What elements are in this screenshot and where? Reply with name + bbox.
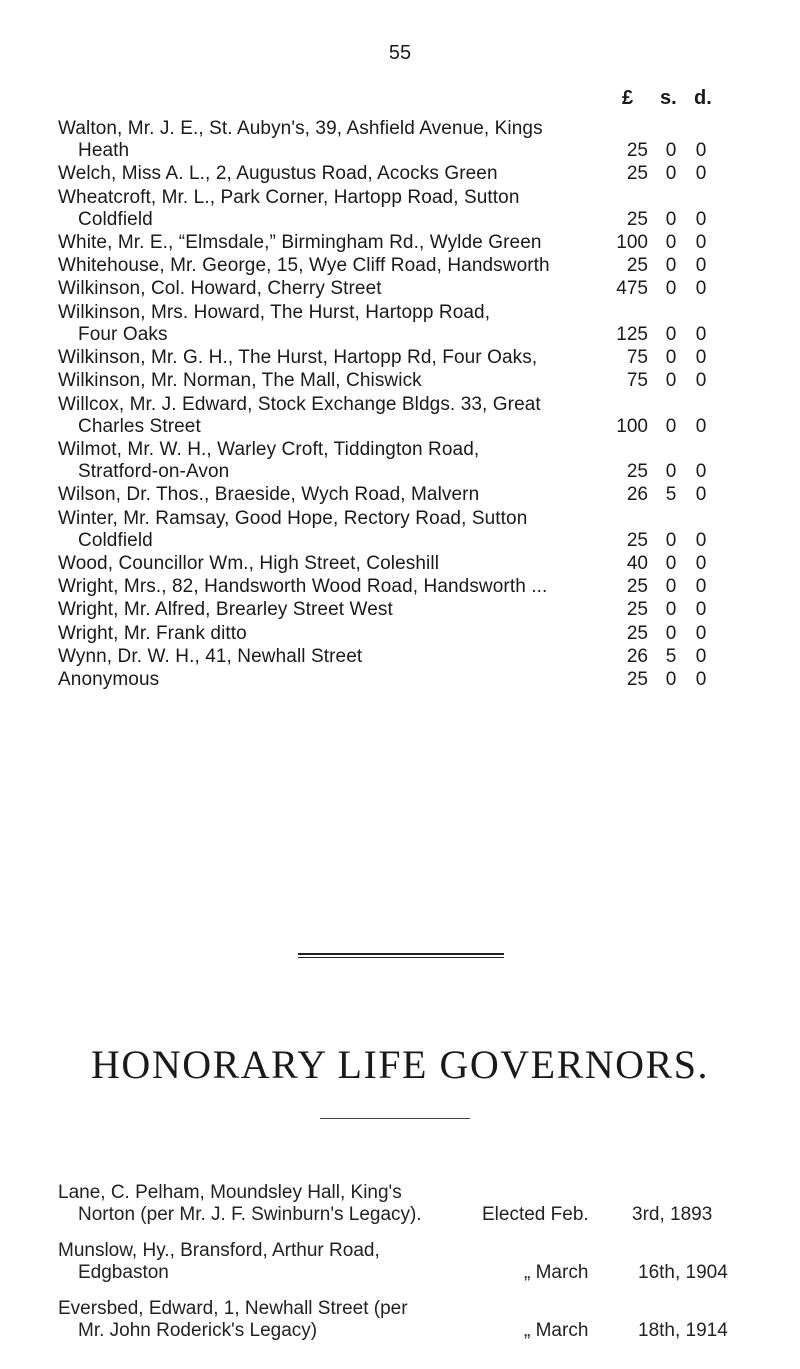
subscriber-name-line: Heath [78, 140, 130, 161]
amount-pence: 0 [695, 646, 707, 668]
amount-pence: 0 [695, 622, 707, 644]
amount-pounds: 25 [626, 460, 648, 482]
amount-pounds: 25 [626, 163, 648, 185]
section-divider [298, 953, 504, 958]
subscriber-name-line: Coldfield [78, 208, 153, 230]
subscriber-name-line: Wood, Councillor Wm., High Street, Coleshill [58, 552, 440, 574]
governor-name-line: Munslow, Hy., Bransford, Arthur Road, [58, 1240, 380, 1261]
shillings-header: s. [660, 87, 677, 109]
amount-pounds: 100 [616, 231, 648, 253]
amount-pounds: 125 [616, 323, 648, 345]
amount-pence: 0 [695, 231, 707, 253]
governor-entry [58, 1182, 758, 1226]
amount-shillings: 0 [665, 415, 677, 437]
subscriber-row [58, 187, 748, 231]
governor-entry [58, 1298, 758, 1342]
subscriber-name-line: Wynn, Dr. W. H., 41, Newhall Street [58, 646, 363, 668]
governor-name-line: Mr. John Roderick's Legacy) [78, 1320, 318, 1341]
amount-shillings: 0 [665, 669, 677, 691]
governor-entry [58, 1240, 758, 1284]
governor-list [58, 1182, 758, 1356]
title-underline [320, 1118, 470, 1119]
amount-pence: 0 [695, 163, 707, 185]
subscriber-row [58, 484, 748, 506]
governor-name-line: Edgbaston [78, 1262, 169, 1283]
amount-shillings: 0 [665, 163, 677, 185]
subscriber-name-line: Wilmot, Mr. W. H., Warley Croft, Tiddington Road, [58, 438, 480, 460]
subscriber-name-line: Wilkinson, Mrs. Howard, The Hurst, Hartopp Road, [58, 301, 491, 323]
amount-pence: 0 [695, 484, 707, 506]
subscriber-name-line: Stratford-on-Avon [78, 460, 230, 482]
subscriber-row [58, 118, 748, 162]
amount-shillings: 0 [665, 460, 677, 482]
amount-pence: 0 [695, 208, 707, 230]
pounds-header: £ [622, 87, 634, 109]
amount-pounds: 25 [626, 576, 648, 598]
amount-shillings: 0 [665, 231, 677, 253]
subscriber-row [58, 302, 748, 346]
elected-date: 3rd, 1893 [632, 1204, 713, 1225]
amount-pounds: 75 [626, 347, 648, 369]
subscriber-name-line: Wright, Mrs., 82, Handsworth Wood Road, Handsworth ... [58, 576, 548, 598]
amount-pounds: 475 [616, 278, 648, 300]
page-number: 55 [388, 42, 412, 64]
amount-pounds: 25 [626, 140, 648, 161]
subscriber-name-line: Walton, Mr. J. E., St. Aubyn's, 39, Ashfield Avenue, Kings [58, 118, 543, 139]
amount-shillings: 0 [665, 576, 677, 598]
subscriber-name-line: Welch, Miss A. L., 2, Augustus Road, Acocks Green [58, 163, 498, 185]
amount-shillings: 0 [665, 347, 677, 369]
amount-shillings: 0 [665, 255, 677, 277]
subscriber-name-line: Coldfield [78, 529, 153, 551]
amount-pounds: 25 [626, 529, 648, 551]
elected-label: Elected Feb. [482, 1204, 589, 1225]
subscriber-row [58, 163, 748, 185]
amount-shillings: 0 [665, 370, 677, 392]
subscriber-name-line: Wheatcroft, Mr. L., Park Corner, Hartopp Road, Sutton [58, 186, 520, 208]
subscriber-row [58, 278, 748, 300]
subscriber-row [58, 232, 748, 254]
amount-pence: 0 [695, 278, 707, 300]
subscriber-row [58, 370, 748, 392]
amount-pounds: 26 [626, 484, 648, 506]
subscriber-name-line: Charles Street [78, 415, 201, 437]
section-title: HONORARY LIFE GOVERNORS. [91, 1042, 709, 1087]
pence-header: d. [694, 87, 712, 109]
subscriber-name-line: Wright, Mr. Alfred, Brearley Street West [58, 599, 393, 621]
subscriber-row [58, 646, 748, 668]
amount-pounds: 25 [626, 255, 648, 277]
subscriber-row [58, 599, 748, 621]
elected-date: 16th, 1904 [638, 1262, 728, 1283]
subscriber-row [58, 576, 748, 598]
amount-pence: 0 [695, 255, 707, 277]
amount-pounds: 25 [626, 208, 648, 230]
subscriber-row [58, 623, 748, 645]
subscriber-row [58, 553, 748, 575]
amount-pounds: 75 [626, 370, 648, 392]
amount-pounds: 25 [626, 599, 648, 621]
amount-pence: 0 [695, 347, 707, 369]
amount-shillings: 0 [665, 529, 677, 551]
subscriber-name-line: Wilson, Dr. Thos., Braeside, Wych Road, Malvern [58, 484, 480, 506]
amount-pounds: 100 [616, 415, 648, 437]
subscriber-name-line: White, Mr. E., “Elmsdale,” Birmingham Rd., Wylde Green [58, 231, 542, 253]
subscriber-name-line: Willcox, Mr. J. Edward, Stock Exchange Bldgs. 33, Great [58, 393, 541, 415]
amount-shillings: 0 [665, 552, 677, 574]
subscriber-row [58, 669, 748, 691]
subscriber-name-line: Winter, Mr. Ramsay, Good Hope, Rectory Road, Sutton [58, 507, 528, 529]
subscriber-name-line: Wilkinson, Mr. G. H., The Hurst, Hartopp Rd, Four Oaks, [58, 347, 538, 369]
governor-name-line: Eversbed, Edward, 1, Newhall Street (per [58, 1298, 408, 1319]
amount-shillings: 0 [665, 140, 677, 161]
subscriber-row [58, 347, 748, 369]
elected-label: „ March [524, 1262, 589, 1283]
subscriber-name-line: Wilkinson, Mr. Norman, The Mall, Chiswick [58, 370, 422, 392]
amount-pounds: 40 [626, 552, 648, 574]
amount-pence: 0 [695, 599, 707, 621]
amount-shillings: 0 [665, 599, 677, 621]
subscriber-row [58, 255, 748, 277]
amount-pence: 0 [695, 415, 707, 437]
amount-pounds: 26 [626, 646, 648, 668]
amount-shillings: 0 [665, 323, 677, 345]
amount-pounds: 25 [626, 669, 648, 691]
amount-pence: 0 [695, 669, 707, 691]
amount-shillings: 0 [665, 208, 677, 230]
subscriber-name-line: Wilkinson, Col. Howard, Cherry Street [58, 278, 382, 300]
amount-pence: 0 [695, 576, 707, 598]
elected-date: 18th, 1914 [638, 1320, 728, 1341]
amount-pence: 0 [695, 529, 707, 551]
governor-name-line: Norton (per Mr. J. F. Swinburn's Legacy). [78, 1204, 422, 1225]
subscriber-name-line: Four Oaks [78, 323, 168, 345]
amount-shillings: 5 [665, 646, 677, 668]
subscriber-list [58, 118, 748, 693]
amount-pence: 0 [695, 552, 707, 574]
amount-shillings: 5 [665, 484, 677, 506]
subscriber-row [58, 508, 748, 552]
amount-pence: 0 [695, 323, 707, 345]
subscriber-row [58, 439, 748, 483]
amount-shillings: 0 [665, 278, 677, 300]
amount-shillings: 0 [665, 622, 677, 644]
subscriber-row [58, 394, 748, 438]
subscriber-name-line: Wright, Mr. Frank ditto [58, 622, 247, 644]
elected-label: „ March [524, 1320, 589, 1341]
governor-name-line: Lane, C. Pelham, Moundsley Hall, King's [58, 1182, 402, 1203]
amount-pence: 0 [695, 370, 707, 392]
subscriber-name-line: Whitehouse, Mr. George, 15, Wye Cliff Road, Handsworth [58, 255, 550, 277]
amount-pence: 0 [695, 460, 707, 482]
amount-pounds: 25 [626, 622, 648, 644]
amount-pence: 0 [695, 140, 707, 161]
subscriber-name-line: Anonymous [58, 669, 160, 691]
